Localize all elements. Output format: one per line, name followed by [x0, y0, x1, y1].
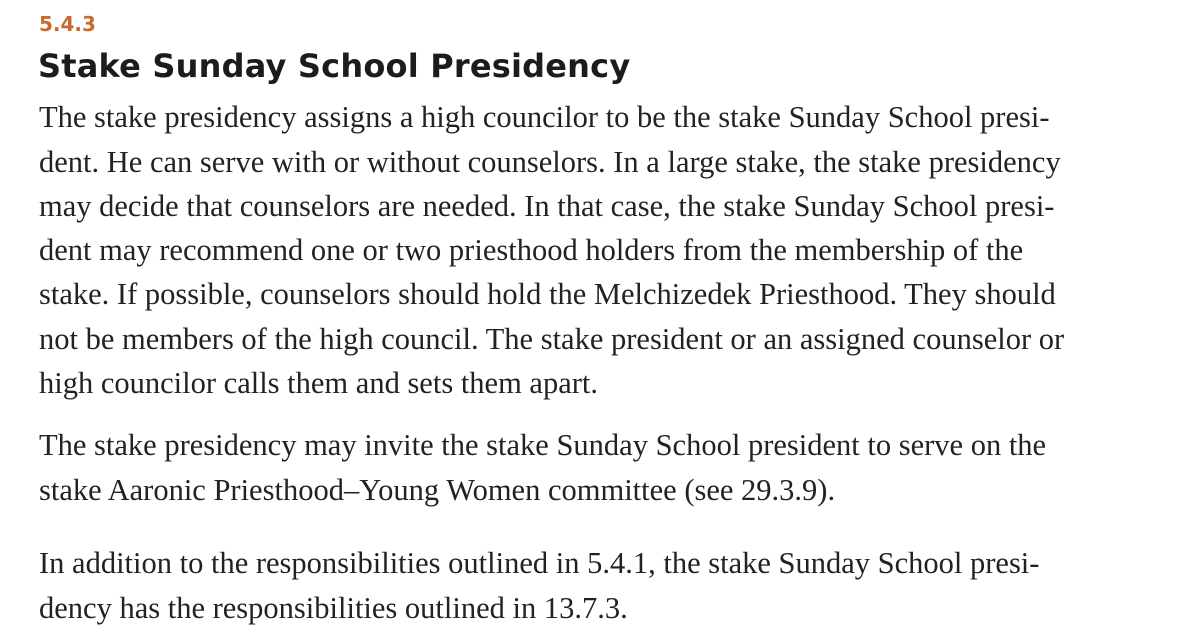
paragraph-line: The stake presidency assigns a high councilor to be the stake Sunday School presi-: [39, 100, 1050, 134]
paragraph-line: dent. He can serve with or without counselors. In a large stake, the stake presidency: [39, 145, 1061, 179]
paragraph-line: may decide that counselors are needed. In that case, the stake Sunday School presi-: [39, 189, 1055, 223]
paragraph-line: not be members of the high council. The stake president or an assigned counselor or: [39, 322, 1065, 356]
paragraph-line: high councilor calls them and sets them apart.: [39, 366, 599, 400]
section-title: Stake Sunday School Presidency: [38, 47, 631, 85]
paragraph-line: stake. If possible, counselors should hold the Melchizedek Priesthood. They should: [39, 277, 1056, 311]
paragraph-line: dent may recommend one or two priesthood holders from the membership of the: [39, 233, 1024, 267]
paragraph-line: In addition to the responsibilities outlined in 5.4.1, the stake Sunday School presi-: [39, 546, 1040, 580]
paragraph-line: dency has the responsibilities outlined in 13.7.3.: [39, 591, 628, 625]
paragraph-line: stake Aaronic Priesthood–Young Women committee (see 29.3.9).: [39, 473, 836, 507]
section-number: 5.4.3: [39, 12, 96, 36]
paragraph-line: The stake presidency may invite the stake Sunday School president to serve on the: [39, 428, 1047, 462]
